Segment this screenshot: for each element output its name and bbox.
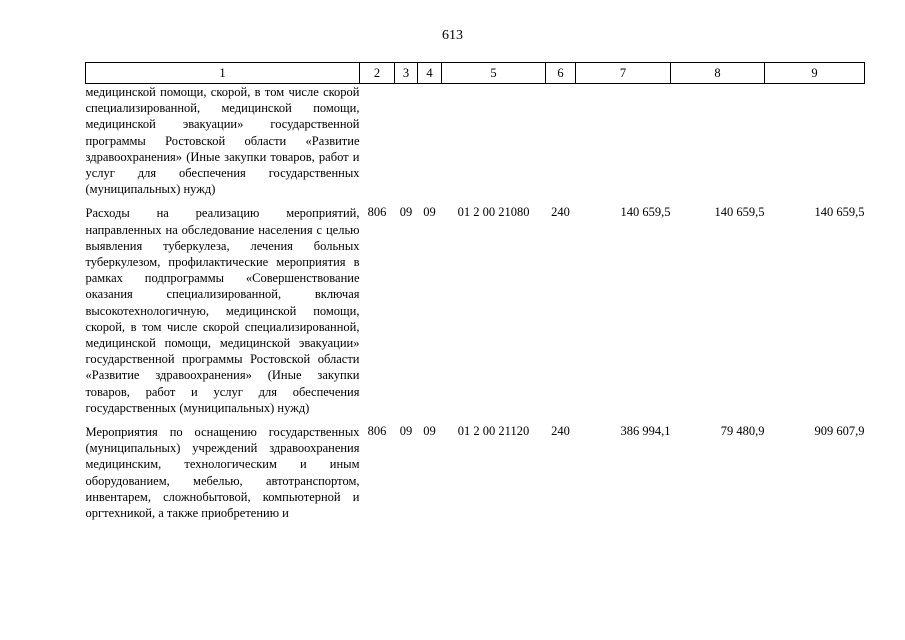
amount-col9 [765,84,865,206]
row-description: Расходы на реализацию мероприятий, направленных на обследование населения с целью выявления туберкулеза, лечения больных туберкулезом, профилактические мероприятия в рамках подпрограммы «Совершенствование оказания специализированной, включая высокотехнологичную, медицинской помощи, скорой, в том числе скорой специализированной, медицинской помощи, медицинской эвакуации» государственной программы Ростовской области «Развитие здравоохранения» (Иные закупки товаров, работ и услуг для обеспечения государственных (муниципальных) нужд) [85,206,360,415]
table-row [86,205,865,424]
amount-col7: 140 659,5 [620,205,671,220]
amount-col8 [671,84,765,206]
ministry-code: 806 [367,424,387,439]
row-description: медицинской помощи, скорой, в том числе скорой специализированной, медицинской помощи, медицинской эвакуации» государственной программы Ростовской области «Развитие здравоохранения» (Иные закупки товаров, работ и услуг для обеспечения государственных (муниципальных) нужд) [85,85,360,197]
page-number: 613 [442,28,463,43]
ministry-code [360,84,395,206]
target-article-code: 01 2 00 21120 [457,424,530,439]
target-article-code: 01 2 00 21080 [457,205,530,220]
subsection-code: 09 [423,424,436,439]
column-header: 9 [765,63,865,84]
section-code: 09 [399,424,413,439]
column-header: 3 [395,63,418,84]
section-code [395,84,418,206]
table-header-row [86,63,865,84]
ministry-code: 806 [367,205,387,220]
expense-type-code: 240 [551,424,570,439]
amount-col7: 386 994,1 [620,424,671,439]
column-header: 5 [442,63,546,84]
expense-type-code: 240 [551,205,570,220]
column-header: 6 [546,63,576,84]
section-code: 09 [399,205,413,220]
column-header: 4 [418,63,442,84]
expense-type-code [546,84,576,206]
column-header: 1 [86,63,360,84]
column-header: 8 [671,63,765,84]
row-description: Мероприятия по оснащению государственных (муниципальных) учреждений здравоохранения медицинским, технологическим и иным оборудованием, мебелью, автотранспортом, инвентарем, сложнобытовой, компьютерной и оргтехникой, а также приобретению и [85,425,360,521]
budget-table [85,62,865,521]
table-row [86,84,865,206]
amount-col8: 140 659,5 [714,205,765,220]
column-header: 7 [576,63,671,84]
target-article-code [442,84,546,206]
amount-col9: 909 607,9 [814,424,865,439]
subsection-code: 09 [423,205,436,220]
amount-col9: 140 659,5 [814,205,865,220]
column-header: 2 [360,63,395,84]
table-row [86,424,865,521]
amount-col8: 79 480,9 [720,424,765,439]
subsection-code [418,84,442,206]
amount-col7 [576,84,671,206]
